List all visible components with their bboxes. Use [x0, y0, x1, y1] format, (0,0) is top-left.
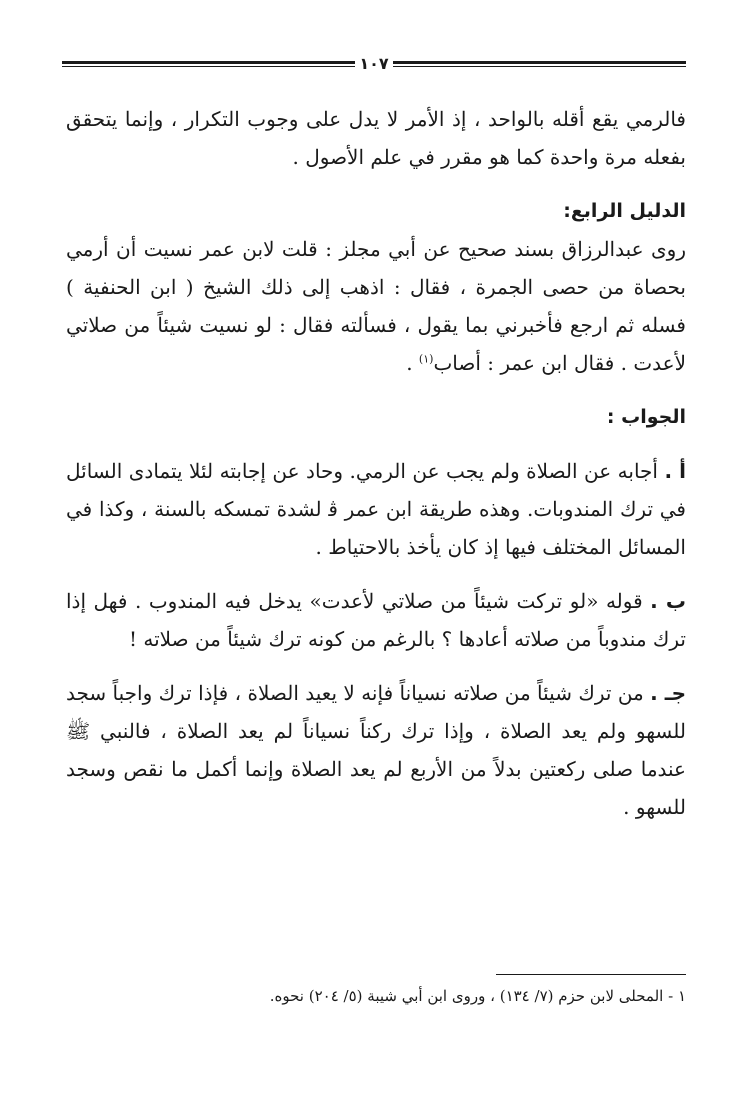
heading-answer: الجواب : [606, 406, 686, 428]
header-rule-right [393, 61, 686, 67]
answer-c [66, 674, 686, 826]
answer-c-text: من ترك شيئاً من صلاته نسياناً فإنه لا يعيد الصلاة ، فإذا ترك واجباً سجد للسهو ولم يعد الصلاة ، وإذا ترك ركناً نسياناً لم يعد الصلاة ، فالنبي ﷺ عندما صلى ركعتين بدلاً من الأربع لم يعد الصلاة وإنما أكمل ما نقص وسجد للسهو . [66, 681, 686, 819]
page-body [66, 100, 686, 826]
header-rule-left [62, 61, 355, 67]
answer-b-text: قوله «لو تركت شيئاً من صلاتي لأعدت» يدخل فيه المندوب . فهل إذا ترك مندوباً من صلاته أعادها ؟ بالرغم من كونه ترك شيئاً من صلاته ! [66, 589, 686, 651]
paragraph-intro: فالرمي يقع أقله بالواحد ، إذ الأمر لا يدل على وجوب التكرار ، وإنما يتحقق بفعله مرة واحدة كما هو مقرر في علم الأصول . [66, 107, 686, 169]
answer-a-letter: أ . [664, 459, 686, 483]
footnote-divider [496, 974, 686, 975]
answer-c-letter: جـ . [650, 681, 686, 705]
evidence-end: . [406, 351, 419, 375]
footnote: ١ - المحلى لابن حزم (٧/ ١٣٤) ، وروى ابن أبي شيبة (٥/ ٢٠٤) نحوه. [269, 987, 686, 1005]
paragraph-evidence [66, 230, 686, 382]
evidence-text: روى عبدالرزاق بسند صحيح عن أبي مجلز : قلت لابن عمر نسيت أن أرمي بحصاة من حصى الجمرة ، فقال : اذهب إلى ذلك الشيخ ( ابن الحنفية ) فسله ثم ارجع فأخبرني بما يقول ، فسألته فقال : لو نسيت شيئاً من صلاتي لأعدت . فقال ابن عمر : أصاب [66, 237, 686, 375]
page-number: ١٠٧ [359, 54, 389, 73]
answer-b [66, 582, 686, 658]
heading-fourth-evidence: الدليل الرابع: [563, 200, 686, 222]
page-header [62, 54, 686, 74]
answer-b-letter: ب . [650, 589, 686, 613]
footnote-ref: (١) [418, 352, 434, 366]
answer-a [66, 452, 686, 566]
answer-a-text: أجابه عن الصلاة ولم يجب عن الرمي. وحاد عن إجابته لئلا يتمادى السائل في ترك المندوبات. وهذه طريقة ابن عمر ﭬ لشدة تمسكه بالسنة ، وكذا في المسائل المختلف فيها إذ كان يأخذ بالاحتياط . [66, 459, 686, 559]
